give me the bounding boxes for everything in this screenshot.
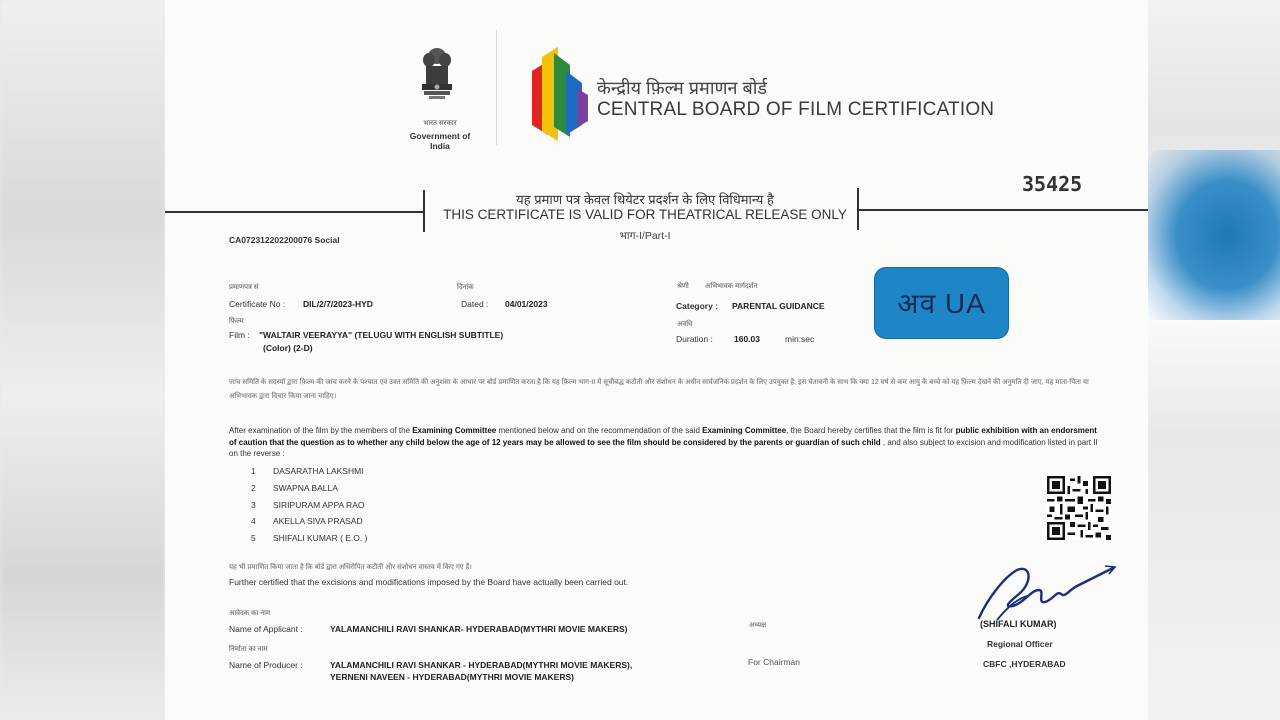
text-part-4: , and also subject to excision and modification listed in part II on the reverse : — [229, 437, 1098, 458]
applicant-label-hindi: आवेदक का नाम — [229, 610, 271, 617]
officer-role: Regional Officer — [987, 639, 1053, 649]
category-value: PARENTAL GUIDANCE — [732, 301, 825, 311]
certificate-document — [165, 0, 1148, 720]
officer-org: CBFC ,HYDERABAD — [983, 659, 1066, 669]
national-emblem-icon — [417, 44, 457, 104]
background-blue-blob — [1148, 150, 1280, 320]
org-name-english: CENTRAL BOARD OF FILM CERTIFICATION — [597, 99, 995, 120]
duration-unit: min:sec — [785, 334, 815, 344]
certificate-number: DIL/2/7/2023-HYD — [303, 299, 373, 309]
background-left-blur — [0, 0, 165, 720]
dated-label-hindi: दिनांक — [457, 284, 474, 291]
background-right-blur — [1148, 0, 1280, 720]
reference-number: CA072312202200076 Social — [229, 235, 340, 245]
committee-member: 2 SWAPNA BALLA — [251, 483, 338, 493]
cbfc-logo-icon — [528, 43, 590, 143]
duration-value: 160.03 — [734, 334, 760, 344]
certification-text-hindi: जांच समिति के सदस्यों द्वारा फ़िल्म की जांच करने के पश्चात एवं उक्त समिति की अनुशंसा के आधार पर बोर्ड प्रमाणित करता है कि यह फ़िल्म भाग-II में सूचीबद्ध कटौती और संशोधन के अधीन सार्वजनिक प्रदर्शन के लिए उपयुक्त है, इस चेतावनी के साथ कि क्या 12 वर्ष से कम आयु के बच्चे को यह फ़िल्म देखने की अनुमति दी जाए, यह माता-पिता या अभिभावक द्वारा विचार किया जाना चाहिए। — [229, 379, 1089, 400]
bracket-right — [857, 188, 859, 230]
duration-label: Duration : — [676, 334, 713, 344]
duration-label-hindi: अवधि — [677, 321, 693, 328]
part-label: भाग-I/Part-I — [619, 230, 671, 242]
committee-member: 5 SHIFALI KUMAR ( E.O. ) — [251, 533, 368, 543]
org-name-hindi: केन्द्रीय फ़िल्म प्रमाणन बोर्ड — [597, 78, 768, 98]
committee-member: 3 SIRIPURAM APPA RAO — [251, 500, 365, 510]
validity-hindi: यह प्रमाण पत्र केवल थियेटर प्रदर्शन के लिए विधिमान्य है — [516, 192, 774, 207]
dated-value: 04/01/2023 — [505, 299, 548, 309]
text-part-3: , the Board hereby certifies that the film is fit for — [786, 426, 956, 435]
dated-label: Dated : — [461, 299, 489, 309]
applicant-value: YALAMANCHILI RAVI SHANKAR- HYDERABAD(MYTHRI MOVIE MAKERS) — [330, 624, 628, 634]
excision-note-english: Further certified that the excisions and modifications imposed by the Board have actually been carried out. — [229, 577, 629, 587]
category-label: Category : — [676, 301, 719, 311]
producer-value-2: YERNENI NAVEEN - HYDERABAD(MYTHRI MOVIE MAKERS) — [330, 672, 574, 682]
rating-badge: अव UA — [874, 267, 1009, 339]
committee-member: 4 AKELLA SIVA PRASAD — [251, 516, 363, 526]
producer-value-1: YALAMANCHILI RAVI SHANKAR - HYDERABAD(MYTHRI MOVIE MAKERS), — [330, 660, 633, 670]
text-committee: Examining Committee — [412, 426, 497, 435]
film-label: Film : — [229, 330, 250, 340]
validity-english: THIS CERTIFICATE IS VALID FOR THEATRICAL RELEASE ONLY — [443, 207, 847, 222]
bracket-left — [423, 190, 425, 232]
film-title: "WALTAIR VEERAYYA" (TELUGU WITH ENGLISH SUBTITLE) — [259, 330, 504, 340]
text-caution: public exhibition with an endorsment of caution that the question as to whether any child below the age of 12 years may be allowed to see the film should be considered by the parents or guardian of such child — [229, 426, 1097, 447]
government-hindi: भारत सरकार — [423, 120, 457, 127]
excision-note-hindi: यह भी प्रमाणित किया जाता है कि बोर्ड द्वारा अधिरोपित कटौती और संशोधन वास्तव में किए गए हैं। — [229, 564, 472, 571]
film-format: (Color) (2-D) — [263, 343, 313, 353]
rule-right — [859, 209, 1148, 211]
text-part-1: After examination of the film by the members of the — [229, 426, 413, 435]
film-label-hindi: फ़िल्म — [229, 318, 244, 325]
header-divider — [496, 30, 497, 145]
government-english: Government of India — [409, 131, 471, 151]
producer-label-hindi: निर्माता का नाम — [229, 646, 268, 653]
text-part-2: mentioned below and on the recommendation of the said — [496, 426, 703, 435]
rule-left — [165, 211, 423, 213]
qr-code-icon — [1047, 476, 1111, 540]
producer-label: Name of Producer : — [229, 660, 303, 670]
certificate-label: Certificate No : — [229, 299, 286, 309]
text-committee-2: Examining Committee — [702, 426, 787, 435]
applicant-label: Name of Applicant : — [229, 624, 303, 634]
category-hindi: अभिभावक मार्गदर्शन — [705, 283, 758, 290]
category-label-hindi: श्रेणी — [677, 283, 689, 290]
serial-number: 35425 — [1022, 172, 1083, 196]
chairman-label: For Chairman — [748, 657, 800, 667]
committee-member: 1 DASARATHA LAKSHMI — [251, 466, 364, 476]
certification-text-english — [229, 425, 1101, 460]
chairman-label-hindi: अध्यक्ष — [749, 622, 767, 629]
officer-name: (SHIFALI KUMAR) — [980, 619, 1057, 629]
certificate-label-hindi: प्रमाणपत्र सं — [229, 284, 259, 291]
